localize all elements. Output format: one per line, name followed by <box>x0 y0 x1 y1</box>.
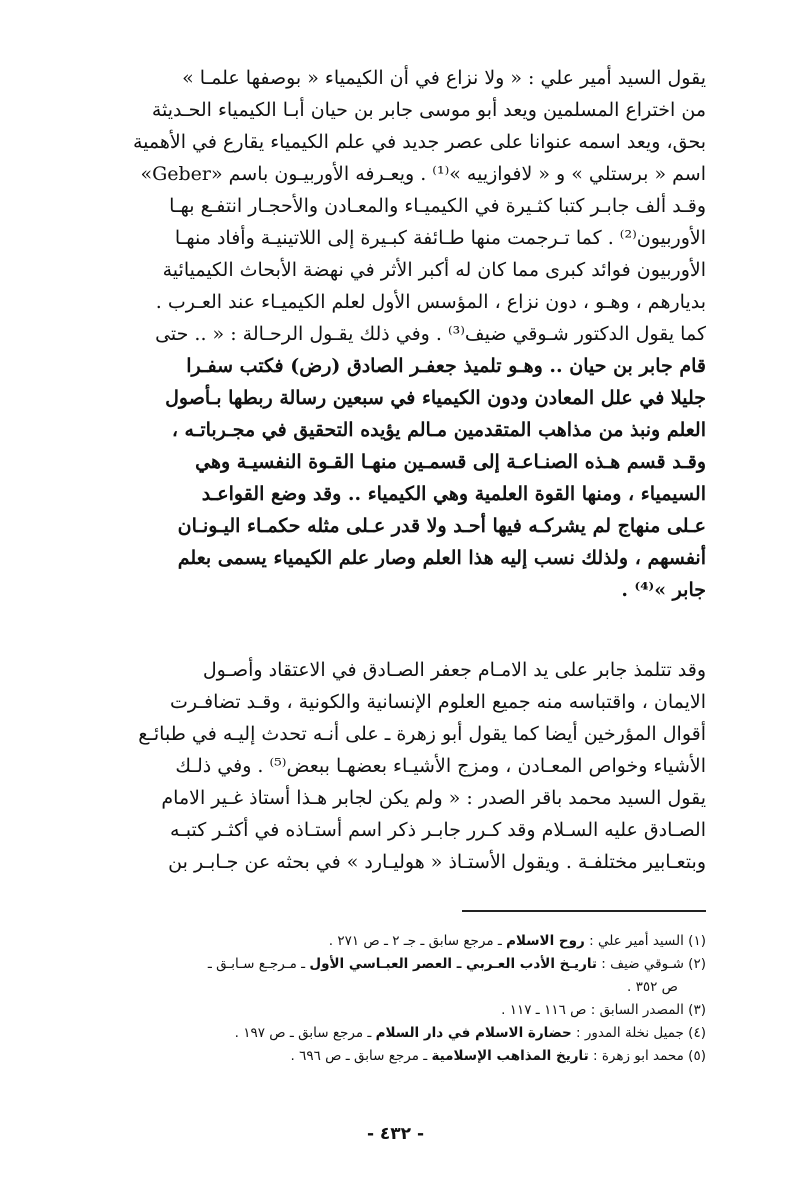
text-line: من اختراع المسلمين ويعد أبو موسى جابر بن حيان أبـا الكيمياء الحـديثة <box>151 99 706 121</box>
text-line: الأوربيون⁽²⁾ . كما تـرجمت منها طـائفة كبـيرة إلى اللاتينيـة وأفاد منهـا <box>174 227 706 249</box>
footnote-author: (٤) جميل نخلة المدور : <box>571 1025 706 1041</box>
paragraph-1 <box>78 62 706 606</box>
text-line: أقوال المؤرخين أيضا كما يقول أبو زهرة ـ على أنـه تحدث إليـه في طبائـع <box>138 723 706 745</box>
footnote-author: (١) السيد أمير علي : <box>584 933 706 949</box>
footnote-reference: ص ٣٥٢ . <box>627 979 678 995</box>
footnote-3 <box>80 999 706 1022</box>
footnote-4 <box>80 1022 706 1045</box>
quote-line: عـلى منهاج لم يشركـه فيها أحـد ولا قدر عـلى مثله حكمـاء اليـونـان <box>177 515 706 537</box>
text-line: يقول السيد أمير علي : « ولا نزاع في أن الكيمياء « بوصفها علمـا » <box>182 67 706 89</box>
paragraph-2 <box>78 654 706 878</box>
text-line: اسم « برستلي » و « لافوازييه »⁽¹⁾ . ويعـرفه الأوربيـون باسم «Geber» <box>140 163 706 185</box>
quote-line: جليلا في علل المعادن ودون الكيمياء في سبعين رسالة ربطها بـأصول <box>165 387 706 409</box>
quote-line: السيمياء ، ومنها القوة العلمية وهي الكيمياء .. وقد وضع القواعـد <box>201 483 706 505</box>
footnote-author: (٥) محمد ابو زهرة : <box>588 1048 706 1064</box>
footnote-divider <box>462 910 706 912</box>
footnote-reference: ـ مـرجـع سـابـق ـ <box>207 956 310 972</box>
footnote-title: تاريـخ الأدب العـربي ـ العصر العبـاسي الأول <box>309 956 597 972</box>
footnote-reference: ـ مرجع سابق ـ جـ ٢ ـ ص ٢٧١ . <box>328 933 507 949</box>
quote-line: قام جابر بن حيان .. وهـو تلميذ جعفـر الصادق (رض) فكتب سفـرا <box>186 355 706 377</box>
text-line: الأوربيون فوائد كبرى مما كان له أكبر الأثر في نهضة الأبحاث الكيميائية <box>162 259 706 281</box>
text-line: وبتعـابير مختلفـة . ويقول الأستـاذ « هوليـارد » في بحثه عن جـابـر بن <box>168 851 706 873</box>
footnote-author: (٢) شـوقي ضيف : <box>597 956 706 972</box>
footnote-1 <box>80 930 706 953</box>
quote-line: أنفسهم ، ولذلك نسب إليه هذا العلم وصار علم الكيمياء يسمى بعلم <box>177 547 706 569</box>
footnote-reference: ـ مرجع سابق ـ ص ١٩٧ . <box>234 1025 376 1041</box>
quote-line: جابر »⁽⁴⁾ . <box>621 579 706 601</box>
text-line: كما يقول الدكتور شـوقي ضيف⁽³⁾ . وفي ذلك يقـول الرحـالة : « .. حتى <box>155 323 706 345</box>
footnote-2-continuation <box>80 976 706 999</box>
page-number: - ٤٣٢ - <box>366 1124 425 1144</box>
text-line: الايمان ، واقتباسه منه جميع العلوم الإنسانية والكونية ، وقـد تضافـرت <box>170 691 706 713</box>
footnote-title: تاريخ المذاهب الإسلامية <box>431 1048 589 1064</box>
text-line: الصـادق عليه السـلام وقد كـرر جابـر ذكر اسم أستـاذه في أكثـر كتبـه <box>170 819 706 841</box>
text-line: يقول السيد محمد باقر الصدر : « ولم يكن لجابر هـذا أستاذ غـير الامام <box>161 787 706 809</box>
text-line: بحق، ويعد اسمه عنوانا على عصر جديد في علم الكيمياء يقارع في الأهمية <box>132 131 706 153</box>
text-line: وقـد ألف جابـر كتبا كثـيرة في الكيميـاء والمعـادن والأحجـار انتفـع بهـا <box>169 195 706 217</box>
footnotes <box>80 930 706 1068</box>
quote-line: العلم ونبذ من مذاهب المتقدمين مـالم يؤيده التحقيق في مجـرباتـه ، <box>171 419 706 441</box>
footnote-title: روح الاسلام <box>506 933 585 949</box>
footnote-reference: (٣) المصدر السابق : ص ١١٦ ـ ١١٧ . <box>501 1002 706 1018</box>
footnote-title: حضارة الاسلام في دار السلام <box>375 1025 572 1041</box>
text-line: وقد تتلمذ جابر على يد الامـام جعفر الصـادق في الاعتقاد وأصـول <box>202 659 706 681</box>
text-line: بديارهم ، وهـو ، دون نزاع ، المؤسس الأول لعلم الكيميـاء عند العـرب . <box>155 291 706 313</box>
footnote-5 <box>80 1045 706 1068</box>
footnote-2 <box>80 953 706 976</box>
text-line: الأشياء وخواص المعـادن ، ومزج الأشيـاء بعضهـا ببعض⁽⁵⁾ . وفي ذلـك <box>175 755 706 777</box>
footnote-reference: ـ مرجع سابق ـ ص ٦٩٦ . <box>290 1048 432 1064</box>
quote-line: وقـد قسم هـذه الصنـاعـة إلى قسمـين منهـا القـوة النفسيـة وهي <box>195 451 706 473</box>
